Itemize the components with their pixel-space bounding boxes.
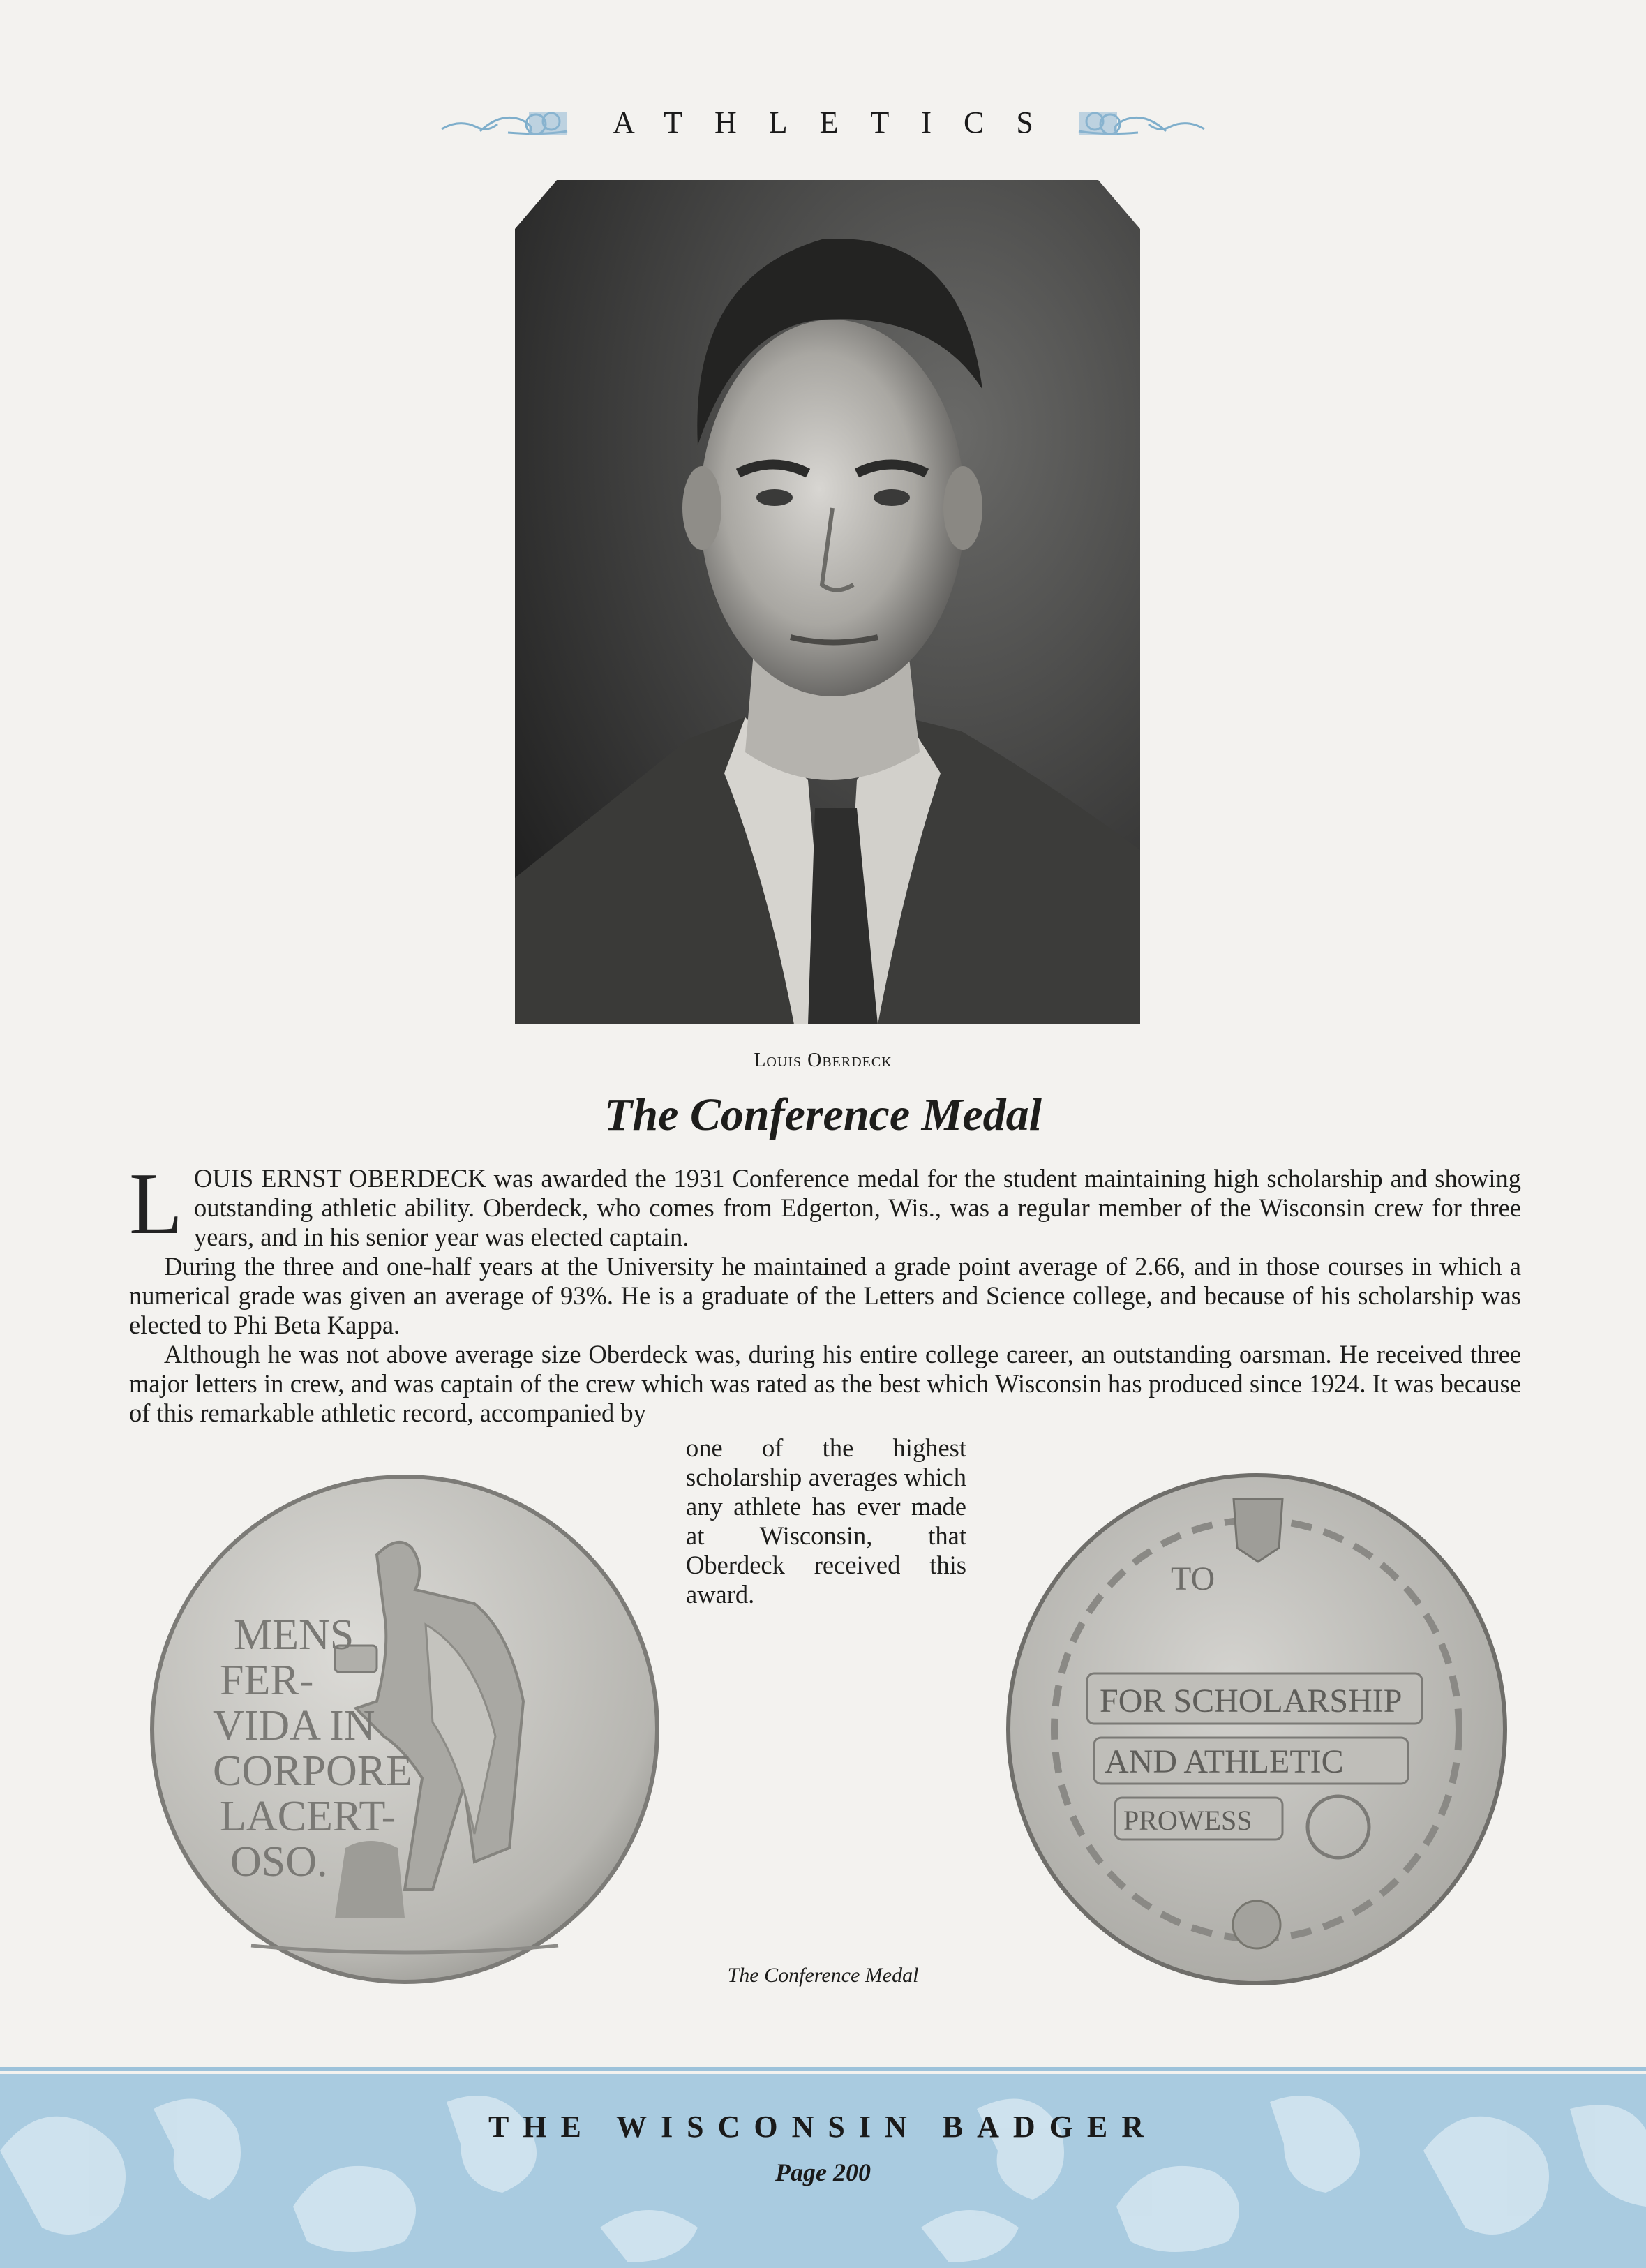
medal-back-line-3: AND ATHLETIC <box>1105 1743 1344 1780</box>
paragraph-3-continued: one of the highest scholarship averages which any athlete has ever made at Wisconsin, that Oberdeck received this award. <box>686 1433 966 1609</box>
right-scroll-ornament-icon <box>1075 105 1208 140</box>
paragraph-1-text: OUIS ERNST OBERDECK was awarded the 1931 Conference medal for the student maintaining high scholarship and showing outstanding athletic ability. Oberdeck, who comes from Edgerton, Wis., was a regular member of the Wisconsin crew for three years, and in his senior year was elected captain. <box>193 1164 1521 1251</box>
article-body <box>129 1156 1521 1428</box>
medal-inscription-6: OSO. <box>230 1838 328 1886</box>
footer-page-number: Page 200 <box>775 2158 871 2186</box>
paragraph-3: Although he was not above average size Oberdeck was, during his entire college career, an outstanding oarsman. He received three major letters in crew, and was captain of the crew which was rated as the best which Wisconsin has produced since 1924. It was because of this remarkable athletic record, accompanied by <box>129 1340 1521 1427</box>
medal-inscription-4: CORPORE <box>213 1747 412 1795</box>
paragraph-1 <box>129 1156 1521 1253</box>
article-title: The Conference Medal <box>604 1089 1042 1140</box>
section-title: ATHLETICS <box>613 105 1065 140</box>
portrait-caption: Louis Oberdeck <box>754 1050 892 1071</box>
medal-caption: The Conference Medal <box>727 1964 919 1987</box>
dropcap-letter: L <box>129 1156 183 1253</box>
medal-inscription-1: MENS <box>234 1611 354 1659</box>
medal-back-line-4: PROWESS <box>1123 1805 1252 1836</box>
medal-back-to: TO <box>1171 1560 1215 1597</box>
medal-inscription-5: LACERT- <box>220 1793 396 1840</box>
footer-publication-title: THE WISCONSIN BADGER <box>488 2110 1158 2144</box>
portrait-photo <box>515 180 1140 1024</box>
medal-inscription-3: VIDA IN <box>213 1702 375 1750</box>
medal-front-image <box>147 1471 663 1987</box>
medal-back-image <box>1003 1471 1510 1987</box>
left-scroll-ornament-icon <box>438 105 571 140</box>
page-header <box>0 98 1646 147</box>
medal-back-line-2: FOR SCHOLARSHIP <box>1100 1683 1402 1719</box>
medal-inscription-2: FER- <box>220 1657 314 1704</box>
paragraph-2: During the three and one-half years at the University he maintained a grade point average of 2.66, and in those courses in which a numerical grade was given an average of 93%. He is a graduate of the Letters and Science college, and because of his scholarship was elected to Phi Beta Kappa. <box>129 1252 1521 1339</box>
